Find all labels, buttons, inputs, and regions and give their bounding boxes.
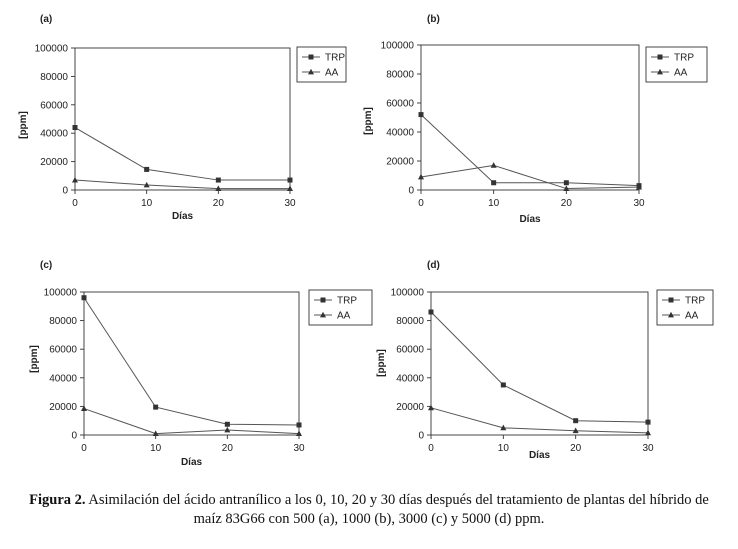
y-tick-label: 100000 <box>380 40 414 52</box>
figure-caption <box>20 491 718 529</box>
data-point-trp <box>297 422 302 427</box>
legend-marker-trp <box>658 55 663 60</box>
data-point-aa <box>428 405 434 411</box>
legend-label-trp: TRP <box>337 295 357 307</box>
x-tick-label: 20 <box>221 443 233 454</box>
legend-label-aa: AA <box>674 67 688 79</box>
x-tick-label: 20 <box>212 198 224 209</box>
y-tick-label: 40000 <box>40 128 68 140</box>
y-tick-label: 60000 <box>40 100 68 112</box>
data-point-trp <box>573 418 578 423</box>
panel-label: (c) <box>40 260 53 271</box>
x-axis-label: Días <box>180 457 203 468</box>
series-line-trp <box>84 298 299 425</box>
legend <box>657 290 713 325</box>
y-tick-label: 100000 <box>34 43 68 55</box>
x-axis-label: Días <box>519 214 541 225</box>
legend-marker-trp <box>669 298 674 303</box>
series-line-trp <box>75 128 290 181</box>
x-tick-label: 0 <box>81 443 87 454</box>
y-tick-label: 20000 <box>49 401 77 413</box>
x-tick-label: 30 <box>633 198 645 209</box>
x-axis-label: Días <box>528 450 551 461</box>
data-point-trp <box>144 167 149 172</box>
y-tick-label: 40000 <box>396 373 424 385</box>
data-point-trp <box>153 405 158 410</box>
data-point-trp <box>288 178 293 183</box>
y-axis-label: [ppm] <box>363 107 374 135</box>
x-tick-label: 30 <box>284 198 296 209</box>
legend-label-aa: AA <box>325 67 339 79</box>
panel-label: (b) <box>427 14 440 25</box>
plot-frame <box>431 292 648 435</box>
data-point-aa <box>491 162 497 168</box>
x-tick-label: 10 <box>488 198 500 209</box>
data-point-trp <box>225 422 230 427</box>
plot-frame <box>84 292 299 435</box>
x-tick-label: 20 <box>570 443 582 454</box>
series-line-aa <box>84 409 299 434</box>
y-tick-label: 80000 <box>49 316 77 328</box>
y-tick-label: 60000 <box>49 344 77 356</box>
y-axis-label: [ppm] <box>29 345 40 373</box>
series-line-aa <box>431 408 648 433</box>
y-tick-label: 60000 <box>396 344 424 356</box>
legend <box>309 290 372 325</box>
legend-label-trp: TRP <box>325 52 345 64</box>
legend-label-trp: TRP <box>674 52 694 64</box>
panel-label: (a) <box>40 14 53 25</box>
y-tick-label: 100000 <box>390 287 424 299</box>
chart-panel-1 <box>18 14 346 222</box>
legend-label-aa: AA <box>685 310 699 322</box>
data-point-trp <box>82 295 87 300</box>
legend <box>646 47 707 82</box>
data-point-aa <box>72 177 78 183</box>
chart-panel-3 <box>29 260 372 468</box>
y-tick-label: 0 <box>71 430 77 442</box>
legend-marker-trp <box>309 55 314 60</box>
x-tick-label: 30 <box>642 443 654 454</box>
x-tick-label: 10 <box>150 443 162 454</box>
series-line-trp <box>421 115 639 186</box>
y-tick-label: 20000 <box>386 156 414 168</box>
chart-panel-2 <box>363 14 707 225</box>
series-line-trp <box>431 312 648 422</box>
data-point-trp <box>501 382 506 387</box>
y-tick-label: 0 <box>418 430 424 442</box>
x-tick-label: 0 <box>72 198 78 209</box>
chart-panel-4 <box>376 260 713 461</box>
y-tick-label: 100000 <box>43 287 77 299</box>
x-tick-label: 10 <box>141 198 153 209</box>
data-point-trp <box>429 310 434 315</box>
x-tick-label: 10 <box>497 443 509 454</box>
data-point-trp <box>73 125 78 130</box>
series-line-aa <box>75 180 290 189</box>
y-tick-label: 80000 <box>386 69 414 81</box>
x-tick-label: 20 <box>560 198 572 209</box>
plot-frame <box>75 48 290 190</box>
y-tick-label: 40000 <box>49 373 77 385</box>
y-tick-label: 60000 <box>386 98 414 110</box>
caption-text: Asimilación del ácido antranílico a los 0, 10, 20 y 30 días después del tratamiento de plantas del híbrido de maíz 83G66 con 500 (a), 1000 (b), 3000 (c) y 5000 (d) ppm. <box>88 492 709 527</box>
y-tick-label: 20000 <box>396 401 424 413</box>
data-point-trp <box>216 178 221 183</box>
y-tick-label: 0 <box>62 185 68 197</box>
x-tick-label: 0 <box>418 198 424 209</box>
data-point-trp <box>491 180 496 185</box>
y-tick-label: 0 <box>408 185 414 197</box>
data-point-aa <box>224 427 230 433</box>
panel-label: (d) <box>427 260 440 271</box>
y-axis-label: [ppm] <box>18 111 29 139</box>
y-axis-label: [ppm] <box>376 349 387 377</box>
data-point-trp <box>564 180 569 185</box>
y-tick-label: 80000 <box>396 316 424 328</box>
data-point-trp <box>646 420 651 425</box>
y-tick-label: 40000 <box>386 127 414 139</box>
x-tick-label: 0 <box>428 443 434 454</box>
legend-label-trp: TRP <box>685 295 705 307</box>
x-tick-label: 30 <box>293 443 305 454</box>
plot-frame <box>421 45 639 190</box>
y-tick-label: 80000 <box>40 71 68 83</box>
caption-label: Figura 2. <box>29 492 86 508</box>
x-axis-label: Días <box>171 211 194 222</box>
y-tick-label: 20000 <box>40 157 68 169</box>
data-point-trp <box>419 112 424 117</box>
legend-marker-trp <box>321 298 326 303</box>
series-line-aa <box>421 165 639 188</box>
legend <box>297 47 346 82</box>
legend-label-aa: AA <box>337 310 351 322</box>
